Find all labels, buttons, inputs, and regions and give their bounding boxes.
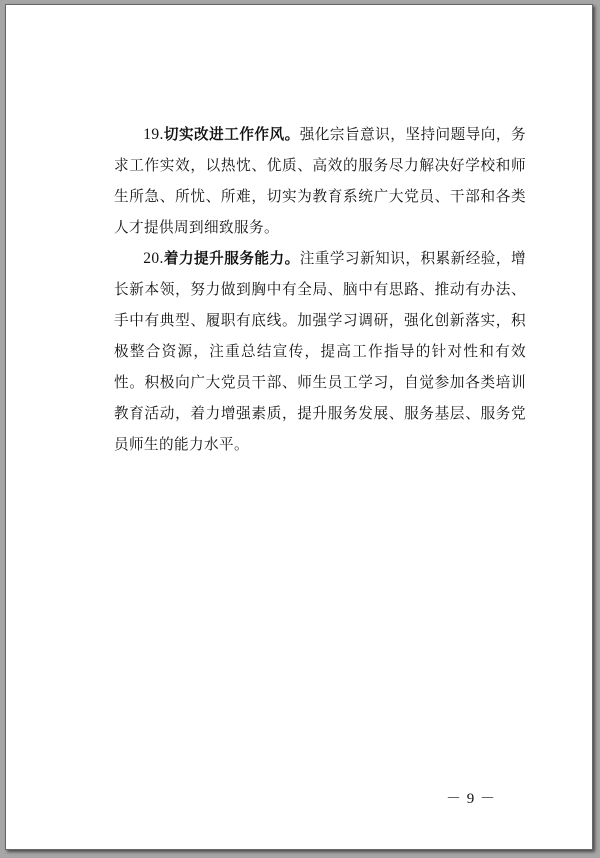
paragraph-heading: 切实改进工作作风。 bbox=[163, 126, 300, 143]
paragraph-body: 注重学习新知识，积累新经验，增长新本领，努力做到胸中有全局、脑中有思路、推动有办法、手中有典型、履职有底线。加强学习调研，强化创新落实，积极整合资源，注重总结宣传，提高工作指导的针对性和有效性。积极向广大党员干部、师生员工学习，自觉参加各类培训教育活动，着力增强素质，提升服务发展、服务基层、服务党员师生的能力水平。 bbox=[114, 250, 526, 453]
document-page bbox=[5, 4, 593, 850]
paragraph-19 bbox=[114, 119, 526, 243]
paragraph-heading: 着力提升服务能力。 bbox=[163, 250, 300, 267]
paragraph-number: 20. bbox=[143, 250, 164, 267]
page-content bbox=[114, 119, 526, 460]
page-number: － 9 － bbox=[445, 791, 496, 807]
paragraph-20 bbox=[114, 243, 526, 460]
paragraph-number: 19. bbox=[143, 126, 164, 143]
paragraph-body: 强化宗旨意识，坚持问题导向，务求工作实效，以热忱、优质、高效的服务尽力解决好学校和师生所急、所忧、所难，切实为教育系统广大党员、干部和各类人才提供周到细致服务。 bbox=[114, 126, 526, 236]
